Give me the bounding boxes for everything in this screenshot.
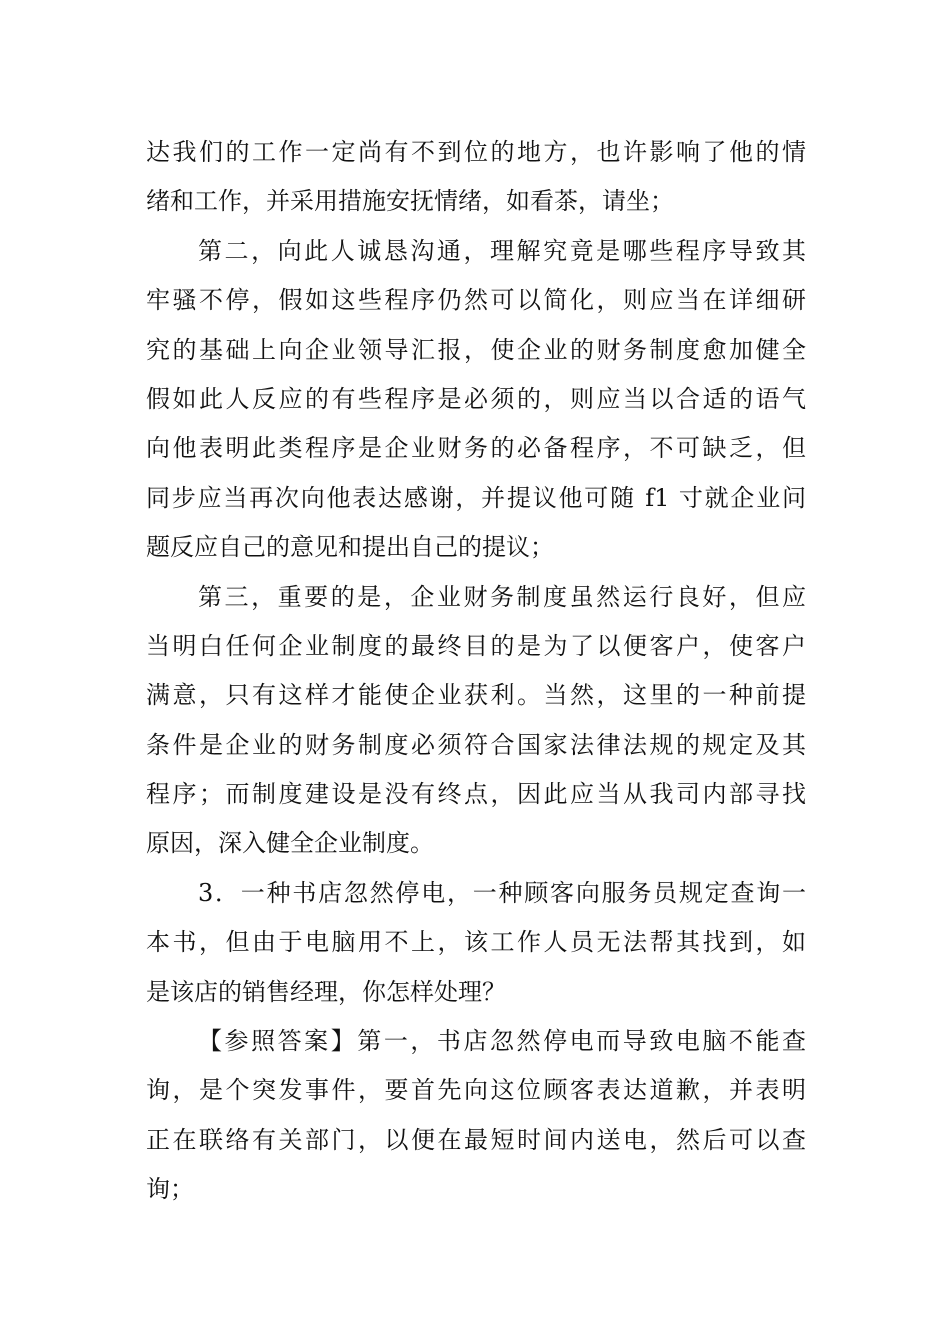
text-line: 究的基础上向企业领导汇报，使企业的财务制度愈加健全 — [146, 335, 806, 364]
text-line: 第二，向此人诚恳沟通，理解究竟是哪些程序导致其 — [198, 236, 806, 265]
text-line: 绪和工作，并采用措施安抚情绪，如看茶，请坐； — [146, 187, 674, 216]
text-line: 向他表明此类程序是企业财务的必备程序，不可缺乏，但 — [146, 434, 806, 463]
text-line: 第三，重要的是，企业财务制度虽然运行良好，但应 — [198, 582, 806, 611]
text-line: 题反应自己的意见和提出自己的提议； — [146, 533, 554, 562]
text-line: 当明白任何企业制度的最终目的是为了以便客户，使客户 — [146, 631, 806, 660]
text-line: 询； — [146, 1175, 194, 1204]
text-line: 程序；而制度建设是没有终点，因此应当从我司内部寻找 — [146, 780, 806, 809]
document-body — [146, 128, 806, 1215]
text-line: 同步应当再次向他表达感谢，并提议他可随 f1 寸就企业问 — [146, 483, 806, 512]
text-line: 本书，但由于电脑用不上，该工作人员无法帮其找到，如 — [146, 928, 806, 957]
text-line: 达我们的工作一定尚有不到位的地方，也许影响了他的情 — [146, 138, 806, 166]
text-line: 牢骚不停，假如这些程序仍然可以简化，则应当在详细研 — [146, 286, 806, 315]
text-line: 【参照答案】第一，书店忽然停电而导致电脑不能查 — [198, 1027, 806, 1056]
text-line: 是该店的销售经理，你怎样处理？ — [146, 977, 506, 1006]
text-line: 条件是企业的财务制度必须符合国家法律法规的规定及其 — [146, 730, 806, 759]
text-line: 假如此人反应的有些程序是必须的，则应当以合适的语气 — [146, 384, 806, 413]
text-line: 正在联络有关部门，以便在最短时间内送电，然后可以查 — [146, 1125, 806, 1154]
text-line: 满意，只有这样才能使企业获利。当然，这里的一种前提 — [146, 681, 806, 710]
text-line: 3．一种书店忽然停电，一种顾客向服务员规定查询一 — [198, 878, 806, 907]
text-line: 原因，深入健全企业制度。 — [146, 829, 434, 858]
text-line: 询，是个突发事件，要首先向这位顾客表达道歉，并表明 — [146, 1076, 806, 1105]
